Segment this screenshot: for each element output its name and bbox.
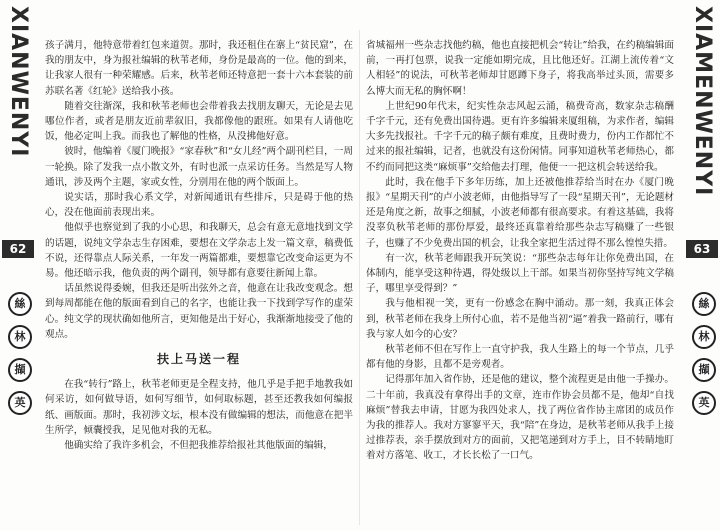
left-side-strip [0,0,36,531]
paragraph: 秋苇老师不但在写作上一直守护我，我人生路上的每一个节点，几乎都有他的身影，且都不是旁观者。 [366,344,674,371]
paragraph: 随着交往渐深，我和秋苇老师也会带着我去找朋友聊天，无论是去见哪位作者，或者是朋友近前辈叙旧，我都像他的跟班。如果有人请他吃饭，他必定叫上我。而我也了解他的性格，从没拂他好意。 [45,100,353,143]
seal-icon: 英 [692,391,716,415]
left-page-number: 62 [2,240,34,258]
paragraph: 上世纪90年代末，纪实性杂志风起云涌，稿费奇高，数家杂志稿酬千字千元，还有免费出国待遇。更有许多编辑来厦组稿，为求作者，编辑大多先找报社。千字千元的稿子颇有难度，且费时费力，份内工作都忙不过来的报社编辑，记者，也就没有这份闲情。同事知道秋苇老师热心，都不约而同把这类“麻烦事”交给他去打理，他便一一把这机会转送给我。 [366,100,674,173]
paragraph: 他确实给了我许多机会，不但把我推荐给报社其他版面的编辑， [64,440,333,452]
right-page-text [366,38,674,520]
left-running-title-text: XIANWENYI [6,6,31,158]
paragraph: 彼时，他编着《厦门晚报》“家春秋”和“女儿经”两个副刊栏目，一周一轮换。除了发我一点小散文外，有时也派一点采访任务。当然是写人物通讯，涉及两个主题，家或女性，分别用在他的两个版面上。 [45,146,353,188]
right-page-number: 63 [686,240,718,258]
left-seal-column [8,292,30,424]
paragraph: 省城福州一些杂志找他约稿，他也直接把机会“转让”给我，在约稿编辑面前，一再打包票，说我一定能如期完成，且比他还好。江湖上流传着“文人相轻”的说法，可秋苇老师却甘愿蹲下身子，将我高举过头顶，需要多么博大而无私的胸怀啊！ [366,40,674,97]
paragraph: 此时，我在他手下多年历练，加上还被他推荐给当时在办《厦门晚报》“星期天刊”的卢小波老师，由他指导写了一段“星期天刊”，无论题材还是角度之新，故事之细腻，小波老师都有很高要求。有着这基础，我将没辜负秋苇老师的那份厚爱，最终还真靠着给那些杂志写稿赚了一些银子，也赚了不少免费出国的机会，让我全家把生活过得不那么惶惶失措。 [366,176,674,249]
paragraph: 我与他相视一笑，更有一份感念在胸中涌动。那一刻，我真正体会到，秋苇老师在我身上所付心血，若不是他当初“逼”着我一路前行，哪有我与家人如今的心安？ [366,298,674,340]
paragraph: 话虽然说得委婉，但我还是听出弦外之音，他意在让我改变观念。想到每周都能在他的版面看到自己的名字，也能让我一下找到学写作的虚荣心。纯文学的现状确如他所言，更知他是出于好心，我渐渐地接受了他的观点。 [45,283,353,340]
left-page-text [45,38,353,520]
left-running-title [3,6,33,236]
page-gutter [359,30,360,525]
seal-icon: 擷 [692,358,716,382]
paragraph: 记得那年加入省作协，还是他的建议，整个流程更是由他一手操办。二十年前，我真没有拿得出手的文章，连市作协会员都不是，他却“自找麻烦”替我去申请，甘愿为我四处求人，找了两位省作协主席团的成员作为我的推荐人。我对方寥寥平天，我“陪”在身边，是秋苇老师从我手上接过推荐表，亲手摆放到对方的面前，又把笔递到对方手上，目不转睛地盯着对方落笔、收工，才长长松了一口气。 [366,374,674,462]
right-running-title [687,6,717,236]
seal-icon: 擷 [8,358,32,382]
seal-icon: 林 [692,325,716,349]
seal-icon: 林 [8,325,32,349]
paragraph: 说实话，那时我心系文学，对新闻通讯有些排斥，只是碍于他的热心，没在他面前表现出来。 [45,192,353,219]
paragraph: 孩子满月，他特意带着红包来道贺。那时，我还租住在寨上“贫民窟”，在我的朋友中，身为报社编辑的秋苇老师，身份是最高的一位。他的到来，让我家人很有一种荣耀感。后来，秋苇老师还特意把一套十六本套装的前苏联名著《红轮》送给我小孩。 [45,40,353,97]
paragraph: 他似乎也察觉到了我的小心思，和我聊天，总会有意无意地找到文学的话题，说纯文学杂志生存困难，要想在文学杂志上发一篇文章，稿费低不说，还得靠点人际关系，一年发一两篇都难，要想靠它改变命运更为不易。他还暗示我，他负责的两个副刊，领导都有意要往新闻上靠。 [45,222,353,280]
paragraph: 有一次，秋苇老师跟我开玩笑说：“那些杂志每年让你免费出国，在体制内，能享受这种待遇，得处级以上干部。如果当初你坚持写纯文学稿子，哪里享受得到？” [366,252,674,295]
seal-icon: 絲 [8,292,32,316]
seal-icon: 絲 [692,292,716,316]
right-seal-column [692,292,714,424]
seal-icon: 英 [8,391,32,415]
paragraph: 在我“转行”路上，秋苇老师更是全程支持，他几乎是手把手地教我如何采访，如何做导语，如何写细节，如何取标题，甚至还教我如何编报纸、画版面。那时，我初涉文坛，根本没有做编辑的想法，而他意在把半生所学，倾囊授我，足见他对我的无私。 [45,379,353,436]
right-running-title-text: XIAMENWENYI [690,6,715,197]
section-heading: 扶上马送一程 [156,352,241,367]
right-side-strip [684,0,720,531]
